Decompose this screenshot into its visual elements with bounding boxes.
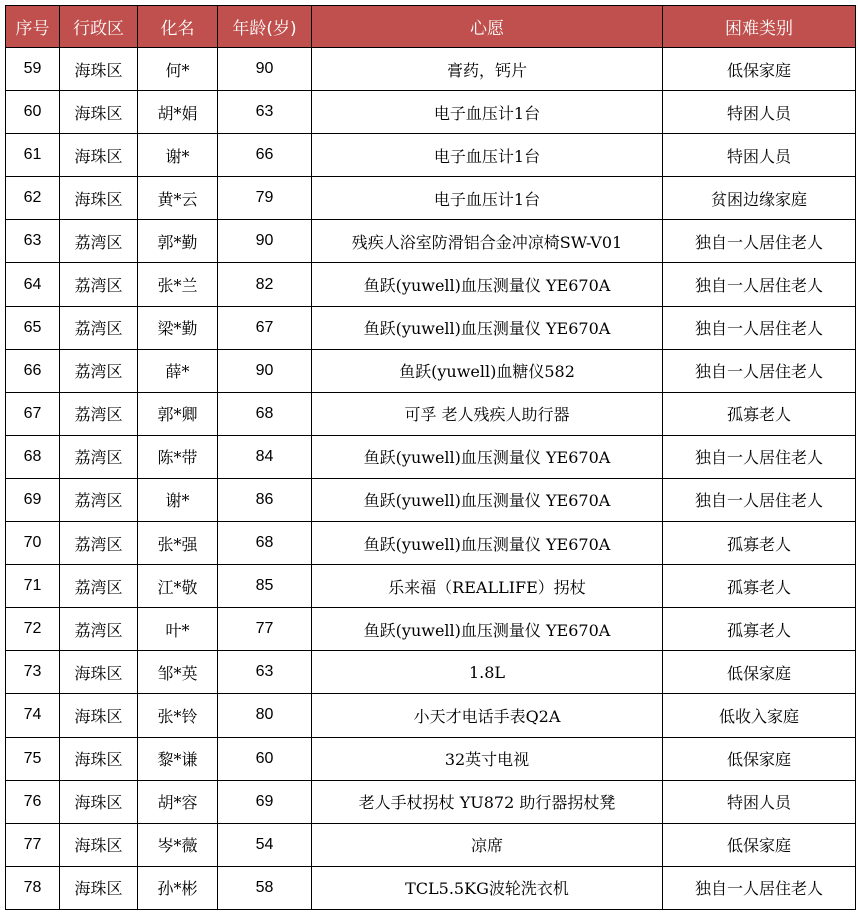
cell-hardship-category: 特困人员 [663,134,856,177]
cell-hardship-category: 独自一人居住老人 [663,435,856,478]
table-header-row [6,6,856,48]
cell-wish: 乐来福（REALLIFE）拐杖 [312,565,663,608]
cell-wish: 鱼跃(yuwell)血压测量仪 YE670A [312,608,663,651]
table-row [6,780,856,823]
cell-index: 60 [6,91,60,134]
cell-age: 63 [218,91,312,134]
cell-district: 荔湾区 [60,565,138,608]
cell-wish: 鱼跃(yuwell)血压测量仪 YE670A [312,306,663,349]
cell-age: 85 [218,565,312,608]
cell-index: 62 [6,177,60,220]
cell-wish: 鱼跃(yuwell)血糖仪582 [312,349,663,392]
table-row [6,263,856,306]
cell-wish: 鱼跃(yuwell)血压测量仪 YE670A [312,478,663,521]
cell-alias: 胡*娟 [138,91,218,134]
cell-alias: 何* [138,48,218,91]
cell-district: 荔湾区 [60,306,138,349]
table-row [6,608,856,651]
cell-index: 63 [6,220,60,263]
cell-district: 荔湾区 [60,392,138,435]
cell-age: 63 [218,651,312,694]
table-row [6,220,856,263]
cell-wish: 电子血压计1台 [312,134,663,177]
cell-index: 69 [6,478,60,521]
cell-hardship-category: 低保家庭 [663,651,856,694]
cell-hardship-category: 贫困边缘家庭 [663,177,856,220]
cell-index: 76 [6,780,60,823]
cell-wish: 鱼跃(yuwell)血压测量仪 YE670A [312,522,663,565]
cell-age: 79 [218,177,312,220]
cell-alias: 江*敬 [138,565,218,608]
cell-hardship-category: 独自一人居住老人 [663,866,856,909]
cell-district: 荔湾区 [60,349,138,392]
cell-alias: 张*兰 [138,263,218,306]
cell-alias: 叶* [138,608,218,651]
cell-age: 77 [218,608,312,651]
cell-hardship-category: 特困人员 [663,780,856,823]
cell-age: 69 [218,780,312,823]
cell-alias: 胡*容 [138,780,218,823]
cell-district: 海珠区 [60,91,138,134]
table-row [6,522,856,565]
cell-district: 海珠区 [60,823,138,866]
header-alias: 化名 [138,6,218,48]
cell-wish: 32英寸电视 [312,737,663,780]
cell-age: 90 [218,220,312,263]
cell-index: 72 [6,608,60,651]
cell-district: 海珠区 [60,780,138,823]
table-row [6,435,856,478]
cell-index: 68 [6,435,60,478]
table-row [6,48,856,91]
header-age: 年龄(岁) [218,6,312,48]
table-row [6,134,856,177]
cell-district: 荔湾区 [60,220,138,263]
cell-index: 59 [6,48,60,91]
cell-index: 64 [6,263,60,306]
cell-hardship-category: 孤寡老人 [663,565,856,608]
cell-age: 58 [218,866,312,909]
cell-hardship-category: 独自一人居住老人 [663,306,856,349]
cell-age: 90 [218,349,312,392]
cell-hardship-category: 低保家庭 [663,823,856,866]
cell-hardship-category: 低保家庭 [663,737,856,780]
cell-wish: 凉席 [312,823,663,866]
cell-wish: 可孚 老人残疾人助行器 [312,392,663,435]
cell-alias: 谢* [138,134,218,177]
cell-age: 66 [218,134,312,177]
cell-district: 海珠区 [60,177,138,220]
table-row [6,866,856,909]
cell-alias: 谢* [138,478,218,521]
cell-wish: 膏药，钙片 [312,48,663,91]
cell-index: 74 [6,694,60,737]
cell-alias: 黄*云 [138,177,218,220]
cell-district: 海珠区 [60,694,138,737]
cell-district: 海珠区 [60,651,138,694]
cell-index: 73 [6,651,60,694]
table-row [6,392,856,435]
cell-alias: 邹*英 [138,651,218,694]
header-district: 行政区 [60,6,138,48]
cell-age: 86 [218,478,312,521]
cell-wish: 鱼跃(yuwell)血压测量仪 YE670A [312,435,663,478]
cell-index: 65 [6,306,60,349]
cell-wish: 老人手杖拐杖 YU872 助行器拐杖凳 [312,780,663,823]
cell-age: 84 [218,435,312,478]
cell-alias: 岑*薇 [138,823,218,866]
cell-index: 75 [6,737,60,780]
table-row [6,91,856,134]
table-row [6,177,856,220]
cell-index: 77 [6,823,60,866]
cell-index: 78 [6,866,60,909]
cell-district: 荔湾区 [60,263,138,306]
table-row [6,565,856,608]
cell-alias: 黎*谦 [138,737,218,780]
cell-district: 海珠区 [60,737,138,780]
cell-wish: 电子血压计1台 [312,177,663,220]
cell-alias: 郭*卿 [138,392,218,435]
cell-age: 82 [218,263,312,306]
cell-index: 71 [6,565,60,608]
wish-list-sheet [5,5,856,910]
wish-list-table [5,5,856,910]
cell-alias: 张*强 [138,522,218,565]
cell-hardship-category: 独自一人居住老人 [663,263,856,306]
header-hardship-category: 困难类别 [663,6,856,48]
table-row [6,349,856,392]
cell-wish: 1.8L [312,651,663,694]
cell-hardship-category: 特困人员 [663,91,856,134]
cell-wish: 残疾人浴室防滑铝合金冲凉椅SW-V01 [312,220,663,263]
cell-district: 荔湾区 [60,608,138,651]
cell-age: 80 [218,694,312,737]
table-row [6,478,856,521]
cell-alias: 梁*勤 [138,306,218,349]
table-row [6,651,856,694]
cell-alias: 郭*勤 [138,220,218,263]
cell-age: 68 [218,522,312,565]
cell-hardship-category: 低收入家庭 [663,694,856,737]
cell-hardship-category: 孤寡老人 [663,608,856,651]
cell-wish: TCL5.5KG波轮洗衣机 [312,866,663,909]
table-row [6,306,856,349]
header-index: 序号 [6,6,60,48]
cell-district: 海珠区 [60,134,138,177]
cell-wish: 小天才电话手表Q2A [312,694,663,737]
cell-hardship-category: 独自一人居住老人 [663,220,856,263]
cell-district: 荔湾区 [60,478,138,521]
cell-wish: 电子血压计1台 [312,91,663,134]
cell-hardship-category: 孤寡老人 [663,522,856,565]
cell-age: 90 [218,48,312,91]
cell-hardship-category: 独自一人居住老人 [663,349,856,392]
cell-alias: 张*铃 [138,694,218,737]
table-row [6,694,856,737]
cell-alias: 陈*带 [138,435,218,478]
cell-age: 67 [218,306,312,349]
cell-index: 67 [6,392,60,435]
cell-alias: 孙*彬 [138,866,218,909]
cell-age: 60 [218,737,312,780]
table-body [6,48,856,910]
header-wish: 心愿 [312,6,663,48]
cell-hardship-category: 孤寡老人 [663,392,856,435]
cell-district: 荔湾区 [60,522,138,565]
cell-index: 70 [6,522,60,565]
cell-wish: 鱼跃(yuwell)血压测量仪 YE670A [312,263,663,306]
cell-hardship-category: 低保家庭 [663,48,856,91]
table-row [6,737,856,780]
cell-age: 68 [218,392,312,435]
cell-index: 61 [6,134,60,177]
cell-alias: 薛* [138,349,218,392]
cell-hardship-category: 独自一人居住老人 [663,478,856,521]
cell-index: 66 [6,349,60,392]
cell-district: 海珠区 [60,866,138,909]
cell-district: 海珠区 [60,48,138,91]
table-row [6,823,856,866]
cell-age: 54 [218,823,312,866]
cell-district: 荔湾区 [60,435,138,478]
